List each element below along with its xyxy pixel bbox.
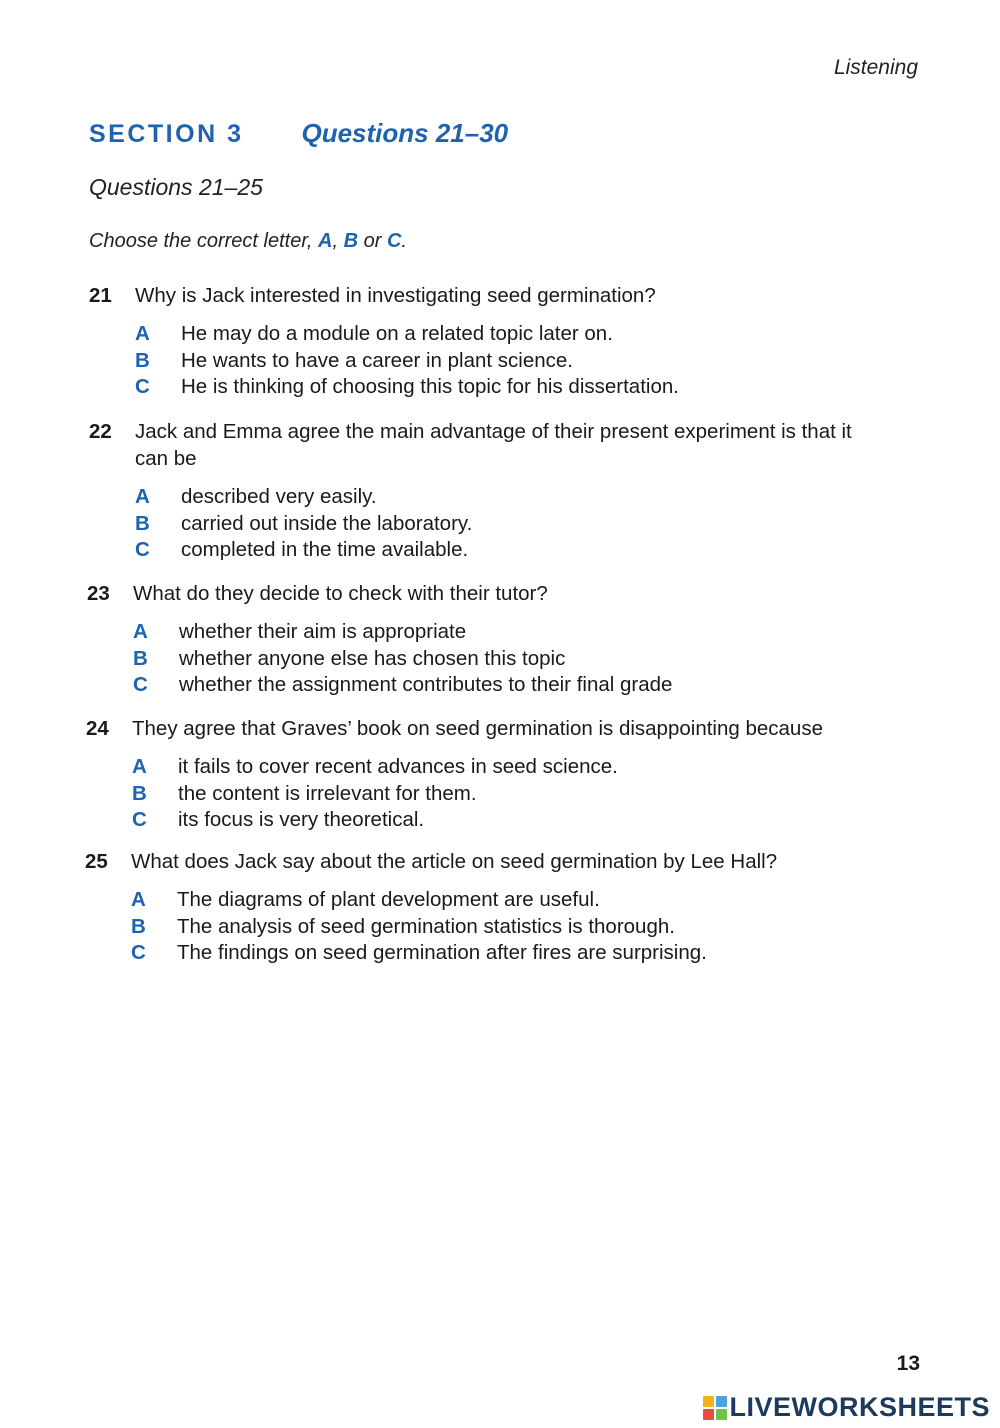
option-b[interactable] bbox=[132, 781, 886, 808]
answer-options bbox=[133, 619, 887, 699]
running-head: Listening bbox=[833, 56, 918, 79]
section-title bbox=[89, 118, 508, 149]
option-c[interactable] bbox=[131, 940, 885, 967]
option-text: He is thinking of choosing this topic for his dissertation. bbox=[181, 375, 679, 398]
question-number: 24 bbox=[86, 717, 109, 740]
question-22 bbox=[89, 418, 889, 564]
option-letter: A bbox=[131, 888, 146, 911]
question-text: What does Jack say about the article on seed germination by Lee Hall? bbox=[131, 850, 778, 873]
question-text: They agree that Graves’ book on seed germination is disappointing because bbox=[132, 717, 823, 740]
option-letter: C bbox=[132, 808, 147, 831]
liveworksheets-logo-icon bbox=[703, 1396, 727, 1420]
question-number: 25 bbox=[85, 850, 108, 873]
question-number: 23 bbox=[87, 582, 110, 605]
logo-square bbox=[716, 1396, 727, 1407]
question-text: What do they decide to check with their tutor? bbox=[133, 582, 548, 605]
logo-square bbox=[703, 1409, 714, 1420]
option-letter: C bbox=[135, 538, 150, 561]
option-letter: A bbox=[135, 485, 150, 508]
option-text: The analysis of seed germination statistics is thorough. bbox=[177, 914, 675, 938]
answer-options bbox=[135, 484, 889, 564]
instruction-letter-c: C bbox=[386, 230, 402, 252]
option-text: its focus is very theoretical. bbox=[178, 808, 425, 831]
question-number: 22 bbox=[89, 420, 112, 443]
option-text: The findings on seed germination after fires are surprising. bbox=[177, 941, 707, 964]
option-letter: B bbox=[131, 914, 146, 938]
logo-square bbox=[703, 1396, 714, 1407]
option-b[interactable] bbox=[131, 914, 885, 941]
option-a[interactable] bbox=[131, 887, 885, 914]
question-23 bbox=[87, 580, 887, 699]
section-range: Questions 21–30 bbox=[301, 118, 509, 148]
question-24 bbox=[86, 715, 886, 834]
option-text: the content is irrelevant for them. bbox=[178, 781, 477, 805]
option-letter: A bbox=[132, 755, 147, 778]
question-text: Jack and Emma agree the main advantage of their present experiment is that it can be bbox=[135, 420, 852, 470]
option-text: He wants to have a career in plant science. bbox=[181, 348, 573, 372]
answer-options bbox=[132, 754, 886, 834]
option-b[interactable] bbox=[133, 646, 887, 673]
section-label: SECTION 3 bbox=[89, 120, 244, 148]
logo-square bbox=[716, 1409, 727, 1420]
answer-options bbox=[135, 321, 889, 401]
instruction-separator: or bbox=[358, 230, 387, 252]
option-letter: C bbox=[135, 375, 150, 398]
option-c[interactable] bbox=[132, 807, 886, 834]
instruction-suffix: . bbox=[401, 230, 407, 252]
option-letter: A bbox=[133, 620, 148, 643]
option-letter: B bbox=[132, 781, 147, 805]
page-number: 13 bbox=[896, 1352, 920, 1375]
option-text: He may do a module on a related topic later on. bbox=[181, 322, 613, 345]
option-letter: B bbox=[135, 348, 150, 372]
brand-watermark[interactable] bbox=[703, 1392, 990, 1423]
instruction-letter-a: A bbox=[318, 230, 333, 252]
option-c[interactable] bbox=[135, 537, 889, 564]
option-text: whether anyone else has chosen this topic bbox=[179, 646, 566, 670]
question-25 bbox=[85, 848, 885, 967]
option-a[interactable] bbox=[135, 484, 889, 511]
option-b[interactable] bbox=[135, 348, 889, 375]
brand-name: LIVEWORKSHEETS bbox=[729, 1392, 990, 1422]
option-b[interactable] bbox=[135, 511, 889, 538]
option-a[interactable] bbox=[133, 619, 887, 646]
option-a[interactable] bbox=[135, 321, 889, 348]
option-text: it fails to cover recent advances in seed science. bbox=[178, 755, 618, 778]
option-letter: B bbox=[135, 511, 150, 535]
option-text: completed in the time available. bbox=[181, 538, 469, 561]
question-21 bbox=[89, 282, 889, 401]
option-text: described very easily. bbox=[181, 485, 377, 508]
instruction bbox=[89, 230, 407, 253]
option-a[interactable] bbox=[132, 754, 886, 781]
question-text: Why is Jack interested in investigating seed germination? bbox=[135, 284, 656, 307]
option-text: carried out inside the laboratory. bbox=[181, 511, 473, 535]
questions-subheading: Questions 21–25 bbox=[89, 174, 263, 200]
option-letter: A bbox=[135, 322, 150, 345]
option-letter: C bbox=[131, 941, 146, 964]
instruction-separator: , bbox=[332, 230, 344, 252]
option-c[interactable] bbox=[133, 672, 887, 699]
option-letter: B bbox=[133, 646, 148, 670]
question-number: 21 bbox=[89, 284, 112, 307]
option-c[interactable] bbox=[135, 374, 889, 401]
option-text: The diagrams of plant development are useful. bbox=[177, 888, 600, 911]
instruction-text: Choose the correct letter, bbox=[89, 230, 319, 252]
option-letter: C bbox=[133, 673, 148, 696]
instruction-letter-b: B bbox=[343, 230, 359, 252]
option-text: whether their aim is appropriate bbox=[179, 620, 467, 643]
option-text: whether the assignment contributes to their final grade bbox=[179, 673, 673, 696]
answer-options bbox=[131, 887, 885, 967]
